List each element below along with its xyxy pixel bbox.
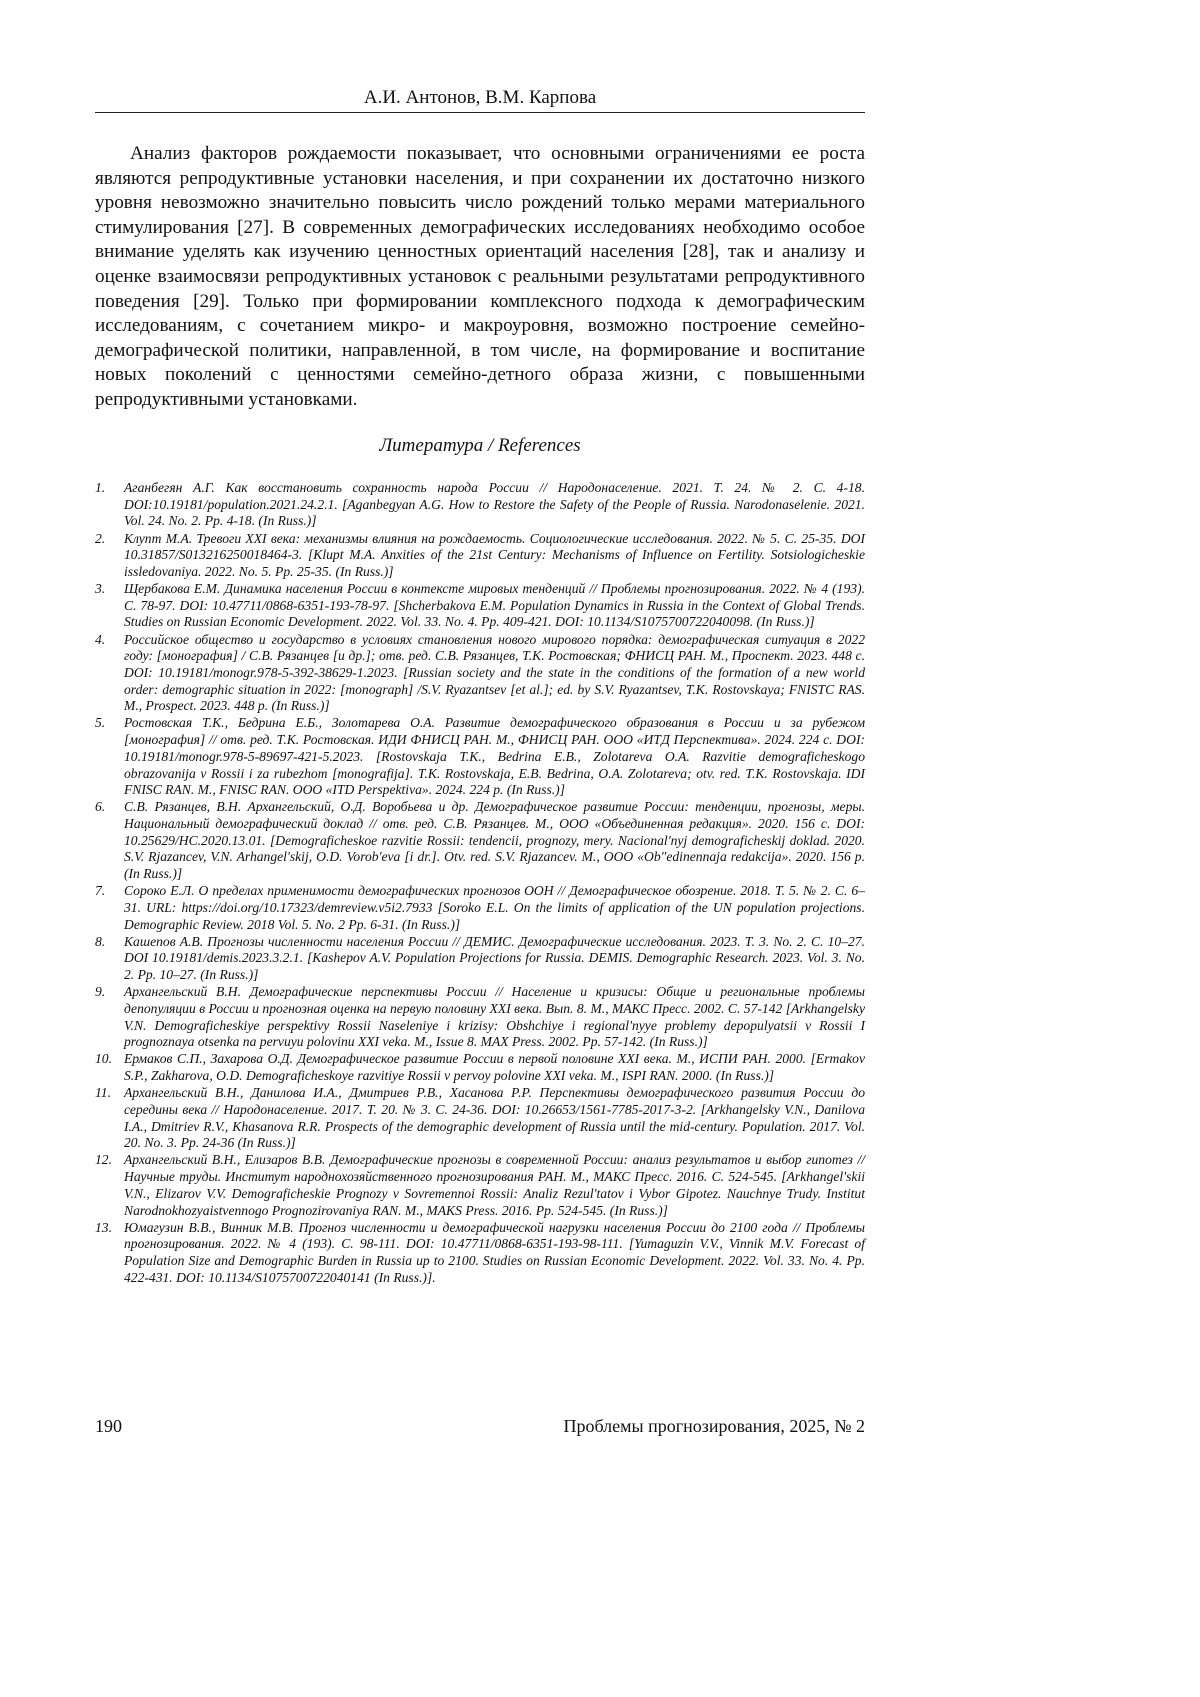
reference-number: 1. [95,480,106,495]
reference-item [95,531,865,581]
reference-item [95,715,865,799]
reference-item [95,1051,865,1084]
reference-item [95,1085,865,1152]
journal-footer: Проблемы прогнозирования, 2025, № 2 [563,1416,865,1436]
reference-item [95,984,865,1051]
reference-text: Юмагузин В.В., Винник М.В. Прогноз численности и демографической нагрузки населения России до 2100 года // Проблемы прогнозирования. 2022. № 4 (193). С. 98-111. DOI: 10.47711/0868-6351-193-98-111. [Yumaguzin V.V., Vinnik M.V. Forecast of Population Size and Demographic Burden in Russia up to 2100. Studies on Russian Economic Development. 2022. Vol. 33. No. 4. Pp. 422-431. DOI: 10.1134/S1075700722040141 (In Russ.)]. [124,1219,865,1285]
reference-item [95,1220,865,1287]
reference-number: 9. [95,984,106,1000]
reference-text: Аганбегян А.Г. Как восстановить сохранность народа России // Народонаселение. 2021. Т. 24. № 2. С. 4-18. DOI:10.19181/population.2021.24.2.1. [Aganbegyan A.G. How to Restore the Safety of the People of Russia. Narodonaselenie. 2021. Vol. 24. No. 2. Pp. 4-18. (In Russ.)] [124,480,865,529]
reference-item [95,934,865,984]
reference-text: С.В. Рязанцев, В.Н. Архангельский, О.Д. Воробьева и др. Демографическое развитие России: тенденции, прогнозы, меры. Национальный демографический доклад // отв. ред. С.В. Рязанцев. М., ООО «Объединенная редакция». 2020. 156 с. DOI: 10.25629/HC.2020.13.01. [Demograficheskoe razvitie Rossii: tendencii, prognozy, mery. Nacional'nyj demograficheskij doklad. 2020. S.V. Rjazancev, V.N. Arhangel'skij, O.D. Vorob'eva [i dr.]. Otv. red. S.V. Rjazancev. M., OOO «Ob"edinennaja redakcija». 2020. 156 p. (In Russ.)] [124,799,865,882]
reference-number: 8. [95,933,106,949]
reference-number: 3. [95,581,106,596]
reference-number: 10. [95,1051,112,1067]
reference-item [95,632,865,716]
reference-number: 4. [95,631,106,647]
reference-text: Архангельский В.Н. Демографические перспективы России // Население и кризисы: Общие и региональные проблемы депопуляции в России и прогнозная оценка на первую половину XXI века. Вып. 8. М., МАКС Пресс. 2002. С. 57-142 [Arkhangelsky V.N. Demograficheskiye perspektivy Rossii Naseleniye i krizisy: Obshchiye i regional'nyye problemy depopulyatsii v Rossii I prognoznaya otsenka na pervuyu polovinu XXI veka. M., Issue 8. MAX Press. 2002. Pp. 57-142. (In Russ.)] [124,984,865,1050]
running-head-authors: А.И. Антонов, В.М. Карпова [363,87,597,108]
reference-text: Российское общество и государство в условиях становления нового мирового порядка: демографическая ситуация в 2022 году: [монография] / С.В. Рязанцев [и др.]; отв. ред. С.В. Рязанцев, Т.К. Ростовская; ФНИСЦ РАН. М., Проспект. 2023. 448 с. DOI: 10.19181/monogr.978-5-392-38629-1.2023. [Russian society and the state in the conditions of the formation of a new world order: demographic situation in 2022: [monograph] /S.V. Ryazantsev [et al.]; ed. by S.V. Ryazantsev, T.K. Rostovskaya; FNISTC RAS. M., Prospect. 2023. 448 p. (In Russ.)] [124,631,865,714]
reference-text: Ростовская Т.К., Бедрина Е.Б., Золотарева О.А. Развитие демографического образования в России и за рубежом [монография] // отв. ред. Т.К. Ростовская. ИДИ ФНИСЦ РАН. М., ФНИСЦ РАН. ООО «ИТД Перспектива». 2024. 224 с. DOI: 10.19181/monogr.978-5-89697-421-5.2023. [Rostovskaja T.K., Bedrina E.B., Zolotareva O.A. Razvitie demograficheskogo obrazovanija v Rossii i za rubezhom [monografija]. T.K. Rostovskaja, E.B. Bedrina, O.A. Zolotareva; otv. red. T.K. Rostovskaja. IDI FNISC RAN. M., FNISC RAN. OOO «ITD Perspektiva». 2024. 224 p. (In Russ.)] [124,715,865,798]
references-list [95,480,865,1287]
reference-item [95,883,865,933]
reference-number: 5. [95,715,106,731]
reference-text: Кашепов А.В. Прогнозы численности населения России // ДЕМИС. Демографические исследования. 2023. Т. 3. No. 2. С. 10–27. DOI 10.19181/demis.2023.3.2.1. [Kashepov A.V. Population Projections for Russia. DEMIS. Demographic Research. 2023. Vol. 3. No. 2. Pp. 10–27. (In Russ.)] [124,933,865,983]
page-number: 190 [95,1416,122,1436]
reference-item [95,1152,865,1219]
reference-number: 13. [95,1219,112,1235]
reference-item [95,581,865,631]
reference-item [95,480,865,530]
body-paragraph: Анализ факторов рождаемости показывает, что основными ограничениями ее роста являются репродуктивные установки населения, и при сохранении их достаточно низкого уровня невозможно значительно повысить число рождений только мерами материального стимулирования [27]. В современных демографических исследованиях необходимо особое внимание уделять как изучению ценностных ориентаций населения [28], так и анализу и оценке взаимосвязи репродуктивных установок с реальными результатами репродуктивного поведения [29]. Только при формировании комплексного подхода к демографическим исследованиям, с сочетанием микро- и макроуровня, возможно построение семейно-демографической политики, направленной, в том числе, на формирование и воспитание новых поколений с ценностями семейно-детного образа жизни, с повышенными репродуктивными установками. [95,143,865,410]
references-heading: Литература / References [379,435,581,456]
reference-text: Ермаков С.П., Захарова О.Д. Демографическое развитие России в первой половине XXI века. М., ИСПИ РАН. 2000. [Ermakov S.P., Zakharova, O.D. Demograficheskoye razvitiye Rossii v pervoy polovine XXI veka. M., ISPI RAN. 2000. (In Russ.)] [124,1051,865,1084]
header-rule [95,112,865,113]
reference-text: Щербакова Е.М. Динамика населения России в контексте мировых тенденций // Проблемы прогнозирования. 2022. № 4 (193). С. 78-97. DOI: 10.47711/0868-6351-193-78-97. [Shcherbakova E.M. Population Dynamics in Russia in the Context of Global Trends. Studies on Russian Economic Development. 2022. Vol. 33. No. 4. Pp. 409-421. DOI: 10.1134/S1075700722040098. (In Russ.)] [124,581,865,630]
reference-number: 6. [95,799,106,815]
reference-number: 7. [95,883,106,899]
reference-text: Клупт М.А. Тревоги XXI века: механизмы влияния на рождаемость. Социологические исследования. 2022. № 5. С. 25-35. DOI 10.31857/S013216250018464-3. [Klupt M.A. Anxities of the 21st Century: Mechanisms of Influence on Fertility. Sotsiologicheskie issledovaniya. 2022. No. 5. Pp. 25-35. (In Russ.)] [124,530,865,579]
reference-number: 2. [95,530,106,546]
reference-text: Сороко Е.Л. О пределах применимости демографических прогнозов ООН // Демографическое обозрение. 2018. Т. 5. № 2. С. 6–31. URL: https://doi.org/10.17323/demreview.v5i2.7933 [Soroko E.L. On the limits of application of the UN population projections. Demographic Review. 2018 Vol. 5. No. 2 Pp. 6-31. (In Russ.)] [124,883,865,932]
reference-number: 11. [95,1085,111,1101]
reference-item [95,799,865,883]
reference-number: 12. [95,1152,112,1168]
reference-text: Архангельский В.Н., Данилова И.А., Дмитриев Р.В., Хасанова Р.Р. Перспективы демографического развития России до середины века // Народонаселение. 2017. Т. 20. № 3. С. 24-36. DOI: 10.26653/1561-7785-2017-3-2. [Arkhangelsky V.N., Danilova I.A., Dmitriev R.V., Khasanova R.R. Prospects of the demographic development of Russia until the mid-century. Population. 2017. Vol. 20. No. 3. Pp. 24-36 (In Russ.)] [124,1085,865,1151]
reference-text: Архангельский В.Н., Елизаров В.В. Демографические прогнозы в современной России: анализ результатов и выбор гипотез // Научные труды. Институт народнохозяйственного прогнозирования РАН. М., МАКС Пресс. 2016. С. 524-545. [Arkhangel'skii V.N., Elizarov V.V. Demograficheskie Prognozy v Sovremennoi Rossii: Analiz Rezul'tatov i Vybor Gipotez. Nauchnye Trudy. Institut Narodnokhozyaistvennogo Prognozirovaniya RAN. M., MAKS Press. 2016. Pp. 524-545. (In Russ.)] [124,1152,865,1218]
